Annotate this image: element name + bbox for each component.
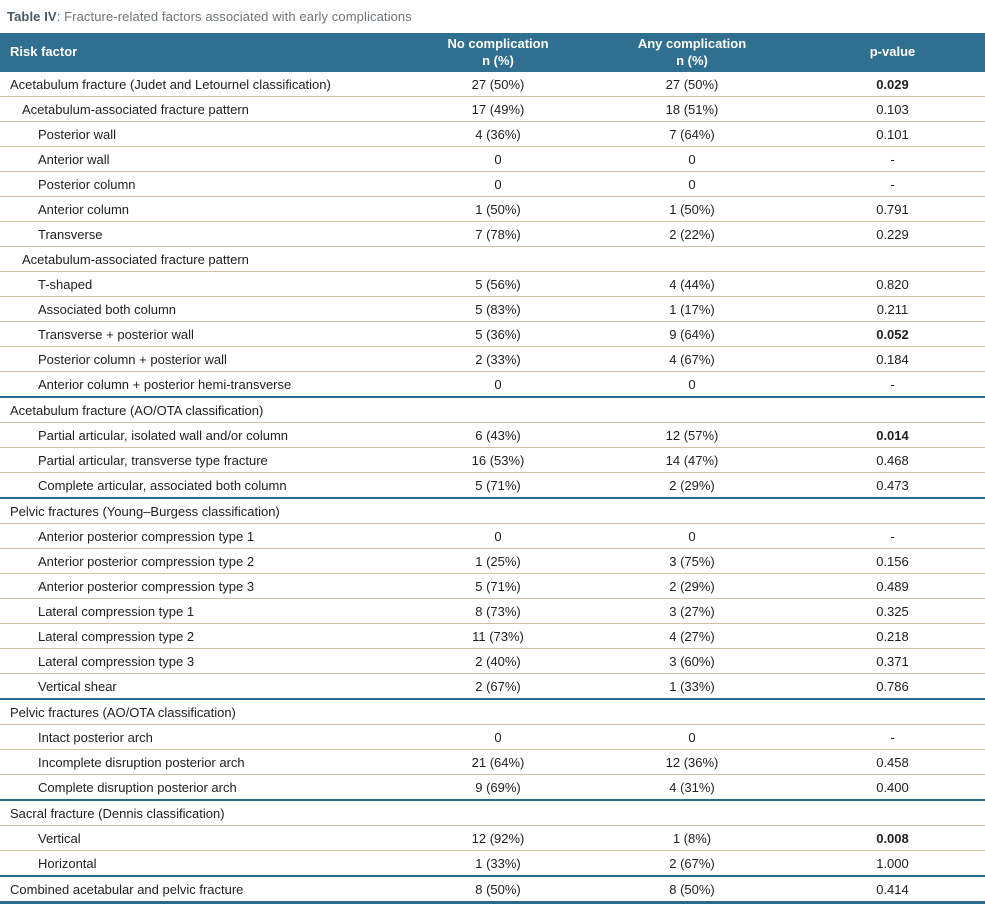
- column-header-no-complication-line2: n (%): [482, 52, 514, 68]
- no-complication-cell: 0: [412, 372, 584, 398]
- any-complication-cell: 0: [584, 147, 800, 172]
- any-complication-cell: 2 (29%): [584, 574, 800, 599]
- no-complication-cell: 21 (64%): [412, 750, 584, 775]
- p-value-cell: 0.489: [800, 574, 985, 599]
- risk-factor-cell: Associated both column: [0, 297, 412, 322]
- no-complication-cell: 16 (53%): [412, 448, 584, 473]
- table-body: [0, 72, 985, 903]
- p-value-cell: [800, 800, 985, 826]
- risk-factor-cell: Lateral compression type 3: [0, 649, 412, 674]
- any-complication-cell: 9 (64%): [584, 322, 800, 347]
- no-complication-cell: [412, 498, 584, 524]
- risk-factor-cell: Anterior posterior compression type 1: [0, 524, 412, 549]
- p-value-cell: 0.791: [800, 197, 985, 222]
- column-header-p-value: p-value: [800, 33, 985, 72]
- no-complication-cell: 5 (71%): [412, 574, 584, 599]
- table-row: [0, 674, 985, 700]
- any-complication-cell: 12 (57%): [584, 423, 800, 448]
- no-complication-cell: 2 (40%): [412, 649, 584, 674]
- p-value-cell: 0.101: [800, 122, 985, 147]
- p-value-cell: 0.211: [800, 297, 985, 322]
- table-row: [0, 197, 985, 222]
- no-complication-cell: 1 (33%): [412, 851, 584, 877]
- any-complication-cell: 1 (50%): [584, 197, 800, 222]
- risk-factor-cell: Pelvic fractures (Young–Burgess classification): [0, 498, 412, 524]
- table-row: [0, 775, 985, 801]
- no-complication-cell: 9 (69%): [412, 775, 584, 801]
- p-value-cell: 0.014: [800, 423, 985, 448]
- column-header-no-complication: [412, 33, 584, 72]
- no-complication-cell: 8 (73%): [412, 599, 584, 624]
- any-complication-cell: 2 (29%): [584, 473, 800, 499]
- risk-factor-cell: Vertical shear: [0, 674, 412, 700]
- no-complication-cell: 0: [412, 524, 584, 549]
- no-complication-cell: 0: [412, 172, 584, 197]
- no-complication-cell: 8 (50%): [412, 876, 584, 903]
- table-row: [0, 549, 985, 574]
- p-value-cell: [800, 247, 985, 272]
- any-complication-cell: 4 (27%): [584, 624, 800, 649]
- risk-factor-cell: Transverse + posterior wall: [0, 322, 412, 347]
- risk-factor-cell: Intact posterior arch: [0, 725, 412, 750]
- table-row: [0, 423, 985, 448]
- p-value-cell: 0.400: [800, 775, 985, 801]
- risk-factor-cell: Partial articular, transverse type fracture: [0, 448, 412, 473]
- any-complication-cell: 3 (27%): [584, 599, 800, 624]
- p-value-cell: -: [800, 524, 985, 549]
- p-value-cell: 0.229: [800, 222, 985, 247]
- column-header-any-complication: [584, 33, 800, 72]
- fracture-factors-table: [0, 33, 985, 904]
- table-row: [0, 876, 985, 903]
- table-number-label: Table IV: [7, 9, 57, 24]
- any-complication-cell: 2 (22%): [584, 222, 800, 247]
- no-complication-cell: 6 (43%): [412, 423, 584, 448]
- p-value-cell: [800, 699, 985, 725]
- risk-factor-cell: Anterior posterior compression type 3: [0, 574, 412, 599]
- table-row: [0, 72, 985, 97]
- table-row: [0, 97, 985, 122]
- risk-factor-cell: Acetabulum-associated fracture pattern: [0, 97, 412, 122]
- any-complication-cell: 0: [584, 725, 800, 750]
- table-caption: [0, 0, 985, 33]
- p-value-cell: 0.008: [800, 826, 985, 851]
- no-complication-cell: 7 (78%): [412, 222, 584, 247]
- no-complication-cell: 27 (50%): [471, 76, 525, 92]
- any-complication-cell: 3 (75%): [584, 549, 800, 574]
- any-complication-cell: 4 (44%): [584, 272, 800, 297]
- table-row: [0, 122, 985, 147]
- any-complication-cell: 18 (51%): [584, 97, 800, 122]
- p-value-cell: -: [800, 147, 985, 172]
- table-row: [0, 574, 985, 599]
- p-value-cell: 0.458: [800, 750, 985, 775]
- risk-factor-cell: Acetabulum-associated fracture pattern: [0, 247, 412, 272]
- column-header-risk-factor: Risk factor: [0, 33, 412, 72]
- risk-factor-cell: Anterior column: [0, 197, 412, 222]
- no-complication-cell: 5 (56%): [412, 272, 584, 297]
- no-complication-cell: 5 (36%): [412, 322, 584, 347]
- no-complication-cell: 11 (73%): [412, 624, 584, 649]
- p-value-cell: 0.325: [800, 599, 985, 624]
- no-complication-cell: 5 (71%): [412, 473, 584, 499]
- table-row: [0, 372, 985, 398]
- table-row: [0, 347, 985, 372]
- any-complication-cell: 2 (67%): [584, 851, 800, 877]
- no-complication-cell: [412, 699, 584, 725]
- any-complication-cell: 0: [584, 372, 800, 398]
- no-complication-cell: 17 (49%): [412, 97, 584, 122]
- no-complication-cell: 5 (83%): [412, 297, 584, 322]
- table-row: [0, 172, 985, 197]
- risk-factor-cell: Anterior posterior compression type 2: [0, 549, 412, 574]
- risk-factor-cell: Horizontal: [0, 851, 412, 877]
- p-value-cell: 0.103: [800, 97, 985, 122]
- any-complication-cell: 3 (60%): [584, 649, 800, 674]
- any-complication-cell: 1 (33%): [584, 674, 800, 700]
- risk-factor-cell: Pelvic fractures (AO/OTA classification): [0, 699, 412, 725]
- risk-factor-cell: Combined acetabular and pelvic fracture: [0, 876, 412, 903]
- risk-factor-cell: Posterior column: [0, 172, 412, 197]
- no-complication-cell: 12 (92%): [412, 826, 584, 851]
- p-value-cell: 1.000: [800, 851, 985, 877]
- no-complication-cell: 1 (25%): [412, 549, 584, 574]
- no-complication-cell: [412, 397, 584, 423]
- any-complication-cell: [584, 498, 800, 524]
- no-complication-cell: 0: [412, 725, 584, 750]
- risk-factor-cell: Acetabulum fracture (Judet and Letournel classification): [10, 76, 331, 92]
- any-complication-cell: 0: [584, 524, 800, 549]
- p-value-cell: -: [800, 725, 985, 750]
- table-row: [0, 473, 985, 499]
- risk-factor-cell: Lateral compression type 1: [0, 599, 412, 624]
- no-complication-cell: 0: [412, 147, 584, 172]
- risk-factor-cell: Anterior column + posterior hemi-transverse: [0, 372, 412, 398]
- risk-factor-cell: Incomplete disruption posterior arch: [0, 750, 412, 775]
- risk-factor-cell: Posterior column + posterior wall: [0, 347, 412, 372]
- any-complication-cell: 1 (8%): [584, 826, 800, 851]
- any-complication-cell: 27 (50%): [665, 76, 719, 92]
- table-row: [0, 322, 985, 347]
- any-complication-cell: [584, 699, 800, 725]
- table-caption-text: : Fracture-related factors associated with early complications: [56, 9, 412, 24]
- any-complication-cell: 4 (67%): [584, 347, 800, 372]
- table-row: [0, 699, 985, 725]
- table-row: [0, 826, 985, 851]
- no-complication-cell: 4 (36%): [412, 122, 584, 147]
- table-row: [0, 498, 985, 524]
- p-value-cell: 0.218: [800, 624, 985, 649]
- risk-factor-cell: Sacral fracture (Dennis classification): [0, 800, 412, 826]
- no-complication-cell: [412, 800, 584, 826]
- any-complication-cell: 8 (50%): [584, 876, 800, 903]
- any-complication-cell: [584, 247, 800, 272]
- risk-factor-cell: Anterior wall: [0, 147, 412, 172]
- table-row: [0, 297, 985, 322]
- p-value-cell: 0.820: [800, 272, 985, 297]
- table-row: [0, 649, 985, 674]
- any-complication-cell: 12 (36%): [584, 750, 800, 775]
- table-row: [0, 599, 985, 624]
- no-complication-cell: [412, 247, 584, 272]
- p-value-cell: 0.052: [800, 322, 985, 347]
- p-value-cell: 0.414: [800, 876, 985, 903]
- table-header-row: [0, 33, 985, 72]
- p-value-cell: [800, 397, 985, 423]
- p-value-cell: 0.473: [800, 473, 985, 499]
- table-row: [0, 624, 985, 649]
- table-row: [0, 524, 985, 549]
- no-complication-cell: 2 (67%): [412, 674, 584, 700]
- table-row: [0, 750, 985, 775]
- p-value-cell: 0.468: [800, 448, 985, 473]
- table-row: [0, 851, 985, 877]
- risk-factor-cell: Acetabulum fracture (AO/OTA classification): [0, 397, 412, 423]
- table-row: [0, 272, 985, 297]
- table-row: [0, 800, 985, 826]
- risk-factor-cell: Partial articular, isolated wall and/or column: [0, 423, 412, 448]
- any-complication-cell: 14 (47%): [584, 448, 800, 473]
- any-complication-cell: [584, 397, 800, 423]
- table-row: [0, 247, 985, 272]
- risk-factor-cell: T-shaped: [0, 272, 412, 297]
- any-complication-cell: 0: [584, 172, 800, 197]
- p-value-cell: 0.156: [800, 549, 985, 574]
- any-complication-cell: [584, 800, 800, 826]
- column-header-any-complication-line2: n (%): [676, 52, 708, 68]
- column-header-any-complication-line1: Any complication: [637, 36, 747, 52]
- p-value-cell: [800, 498, 985, 524]
- table-row: [0, 222, 985, 247]
- no-complication-cell: 1 (50%): [412, 197, 584, 222]
- table-row: [0, 397, 985, 423]
- p-value-cell: 0.029: [876, 76, 909, 92]
- p-value-cell: 0.786: [800, 674, 985, 700]
- any-complication-cell: 4 (31%): [584, 775, 800, 801]
- any-complication-cell: 1 (17%): [584, 297, 800, 322]
- column-header-no-complication-line1: No complication: [447, 36, 549, 52]
- table-row: [0, 448, 985, 473]
- risk-factor-cell: Transverse: [0, 222, 412, 247]
- p-value-cell: 0.371: [800, 649, 985, 674]
- risk-factor-cell: Vertical: [0, 826, 412, 851]
- table-row: [0, 147, 985, 172]
- no-complication-cell: 2 (33%): [412, 347, 584, 372]
- p-value-cell: 0.184: [800, 347, 985, 372]
- any-complication-cell: 7 (64%): [584, 122, 800, 147]
- table-row: [0, 725, 985, 750]
- risk-factor-cell: Complete articular, associated both column: [0, 473, 412, 499]
- risk-factor-cell: Lateral compression type 2: [0, 624, 412, 649]
- risk-factor-cell: Complete disruption posterior arch: [0, 775, 412, 801]
- p-value-cell: -: [800, 172, 985, 197]
- risk-factor-cell: Posterior wall: [0, 122, 412, 147]
- p-value-cell: -: [800, 372, 985, 398]
